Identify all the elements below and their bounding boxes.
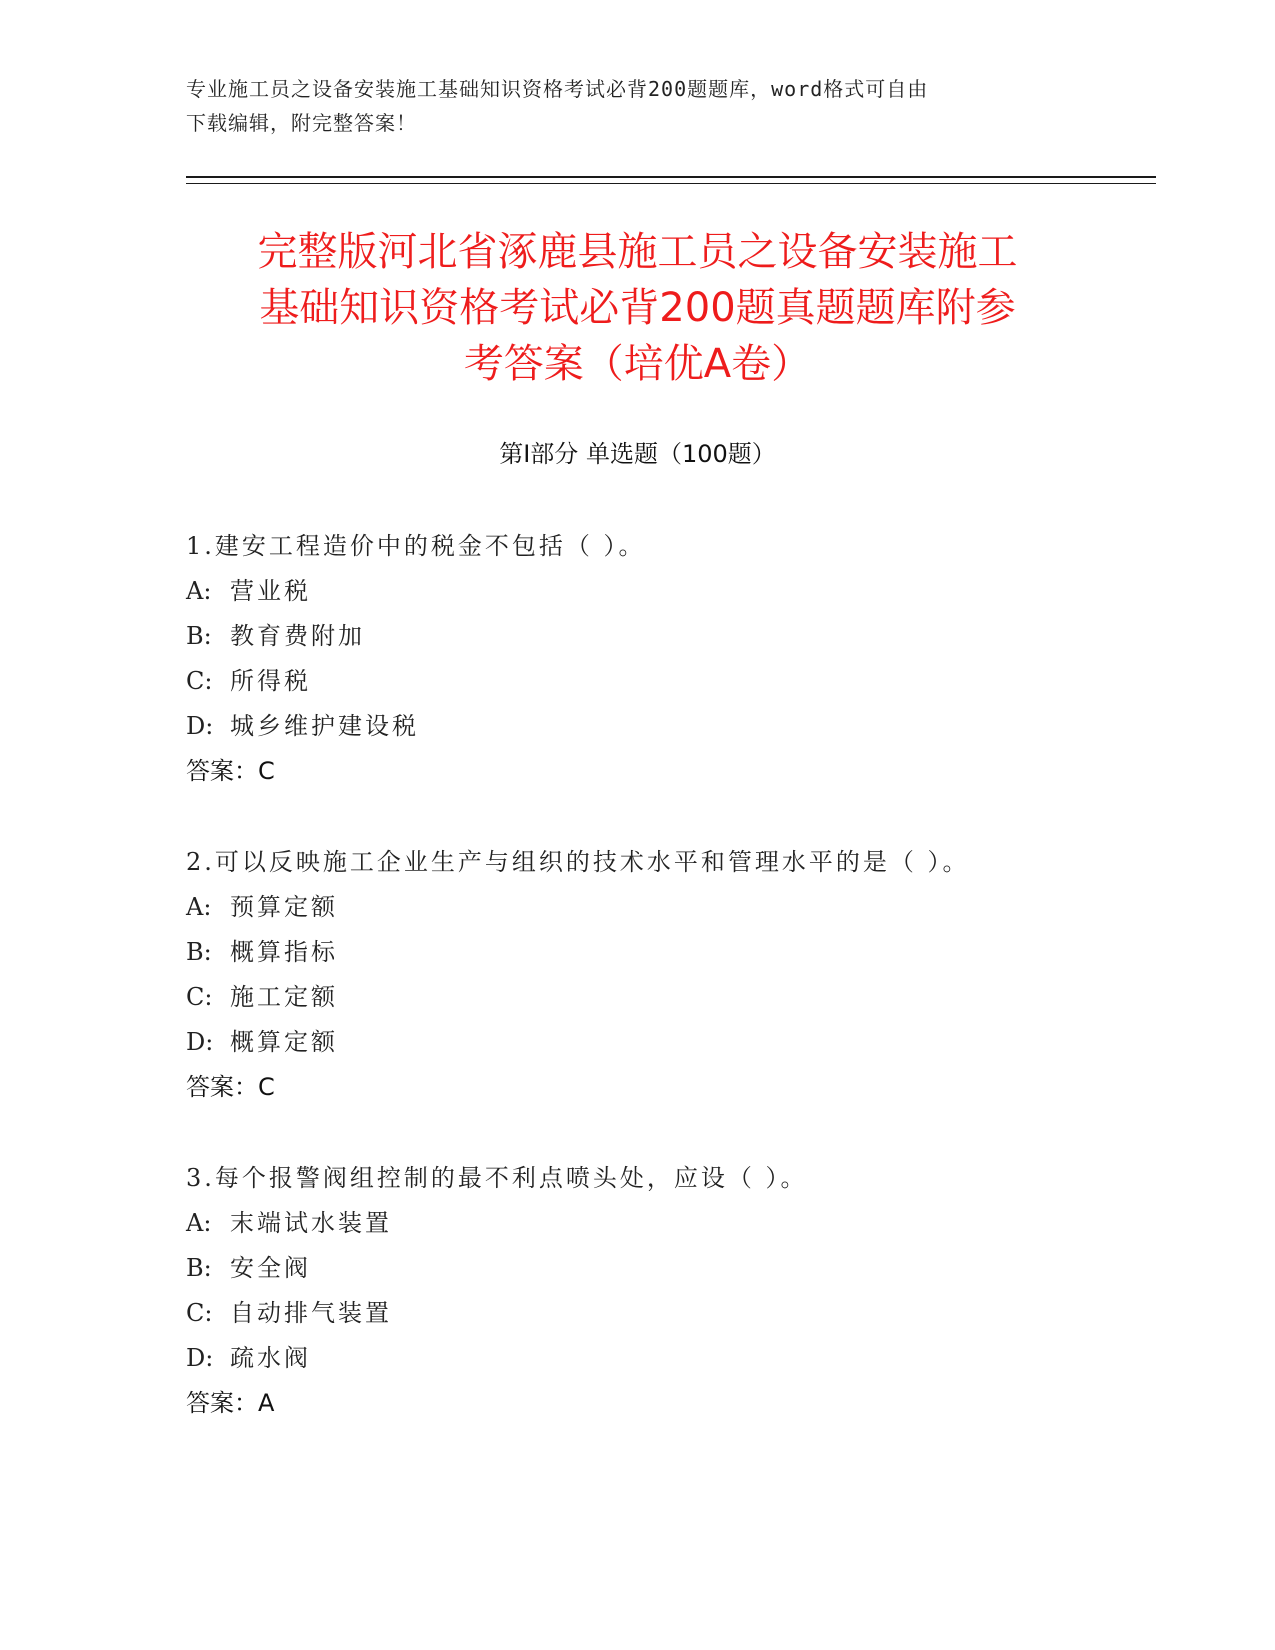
option-text: 概算定额 bbox=[230, 1028, 338, 1056]
header-divider-thin bbox=[186, 183, 1156, 184]
option-letter: A: bbox=[186, 577, 212, 605]
document-title-line-1: 完整版河北省涿鹿县施工员之设备安装施工 bbox=[257, 229, 1018, 275]
option-letter: C: bbox=[186, 1299, 213, 1327]
question-1 bbox=[186, 524, 1146, 794]
option-b bbox=[186, 1246, 1146, 1291]
header-note-line-1: 专业施工员之设备安装施工基础知识资格考试必背200题题库，word格式可自由 bbox=[186, 77, 929, 101]
header-note bbox=[186, 72, 1086, 140]
option-text: 概算指标 bbox=[230, 938, 338, 966]
option-letter: B: bbox=[186, 938, 212, 966]
option-c bbox=[186, 1291, 1146, 1336]
header-divider-thick bbox=[186, 176, 1156, 178]
option-text: 营业税 bbox=[230, 577, 311, 605]
option-b bbox=[186, 930, 1146, 975]
document-title-line-3: 考答案（培优A卷） bbox=[463, 341, 812, 387]
option-letter: A: bbox=[186, 1209, 212, 1237]
header-note-line-2: 下载编辑，附完整答案！ bbox=[186, 111, 417, 135]
answer-key: 答案：A bbox=[186, 1389, 275, 1417]
option-d bbox=[186, 1020, 1146, 1065]
option-b bbox=[186, 614, 1146, 659]
option-text: 预算定额 bbox=[230, 893, 338, 921]
question-stem: 3.每个报警阀组控制的最不利点喷头处，应设（ ）。 bbox=[186, 1164, 808, 1192]
option-c bbox=[186, 659, 1146, 704]
option-text: 施工定额 bbox=[230, 983, 338, 1011]
option-text: 末端试水装置 bbox=[230, 1209, 392, 1237]
document-title bbox=[150, 224, 1125, 392]
option-c bbox=[186, 975, 1146, 1020]
option-d bbox=[186, 704, 1146, 749]
option-letter: A: bbox=[186, 893, 212, 921]
option-letter: B: bbox=[186, 1254, 212, 1282]
section-heading: 第Ⅰ部分 单选题（100题） bbox=[499, 440, 776, 468]
document-title-line-2: 基础知识资格考试必背200题真题题库附参 bbox=[259, 285, 1016, 331]
option-letter: D: bbox=[186, 1344, 214, 1372]
option-a bbox=[186, 1201, 1146, 1246]
option-letter: D: bbox=[186, 1028, 214, 1056]
question-2 bbox=[186, 840, 1146, 1110]
option-text: 自动排气装置 bbox=[230, 1299, 392, 1327]
option-text: 疏水阀 bbox=[230, 1344, 311, 1372]
option-letter: C: bbox=[186, 667, 213, 695]
question-stem: 1.建安工程造价中的税金不包括（ ）。 bbox=[186, 532, 646, 560]
option-text: 所得税 bbox=[230, 667, 311, 695]
answer-key: 答案：C bbox=[186, 757, 275, 785]
question-list bbox=[186, 524, 1146, 1472]
option-letter: D: bbox=[186, 712, 214, 740]
answer-key: 答案：C bbox=[186, 1073, 275, 1101]
option-letter: C: bbox=[186, 983, 213, 1011]
option-a bbox=[186, 569, 1146, 614]
option-d bbox=[186, 1336, 1146, 1381]
question-stem: 2.可以反映施工企业生产与组织的技术水平和管理水平的是（ ）。 bbox=[186, 848, 970, 876]
option-text: 教育费附加 bbox=[230, 622, 365, 650]
option-text: 安全阀 bbox=[230, 1254, 311, 1282]
option-letter: B: bbox=[186, 622, 212, 650]
option-a bbox=[186, 885, 1146, 930]
option-text: 城乡维护建设税 bbox=[230, 712, 419, 740]
question-3 bbox=[186, 1156, 1146, 1426]
